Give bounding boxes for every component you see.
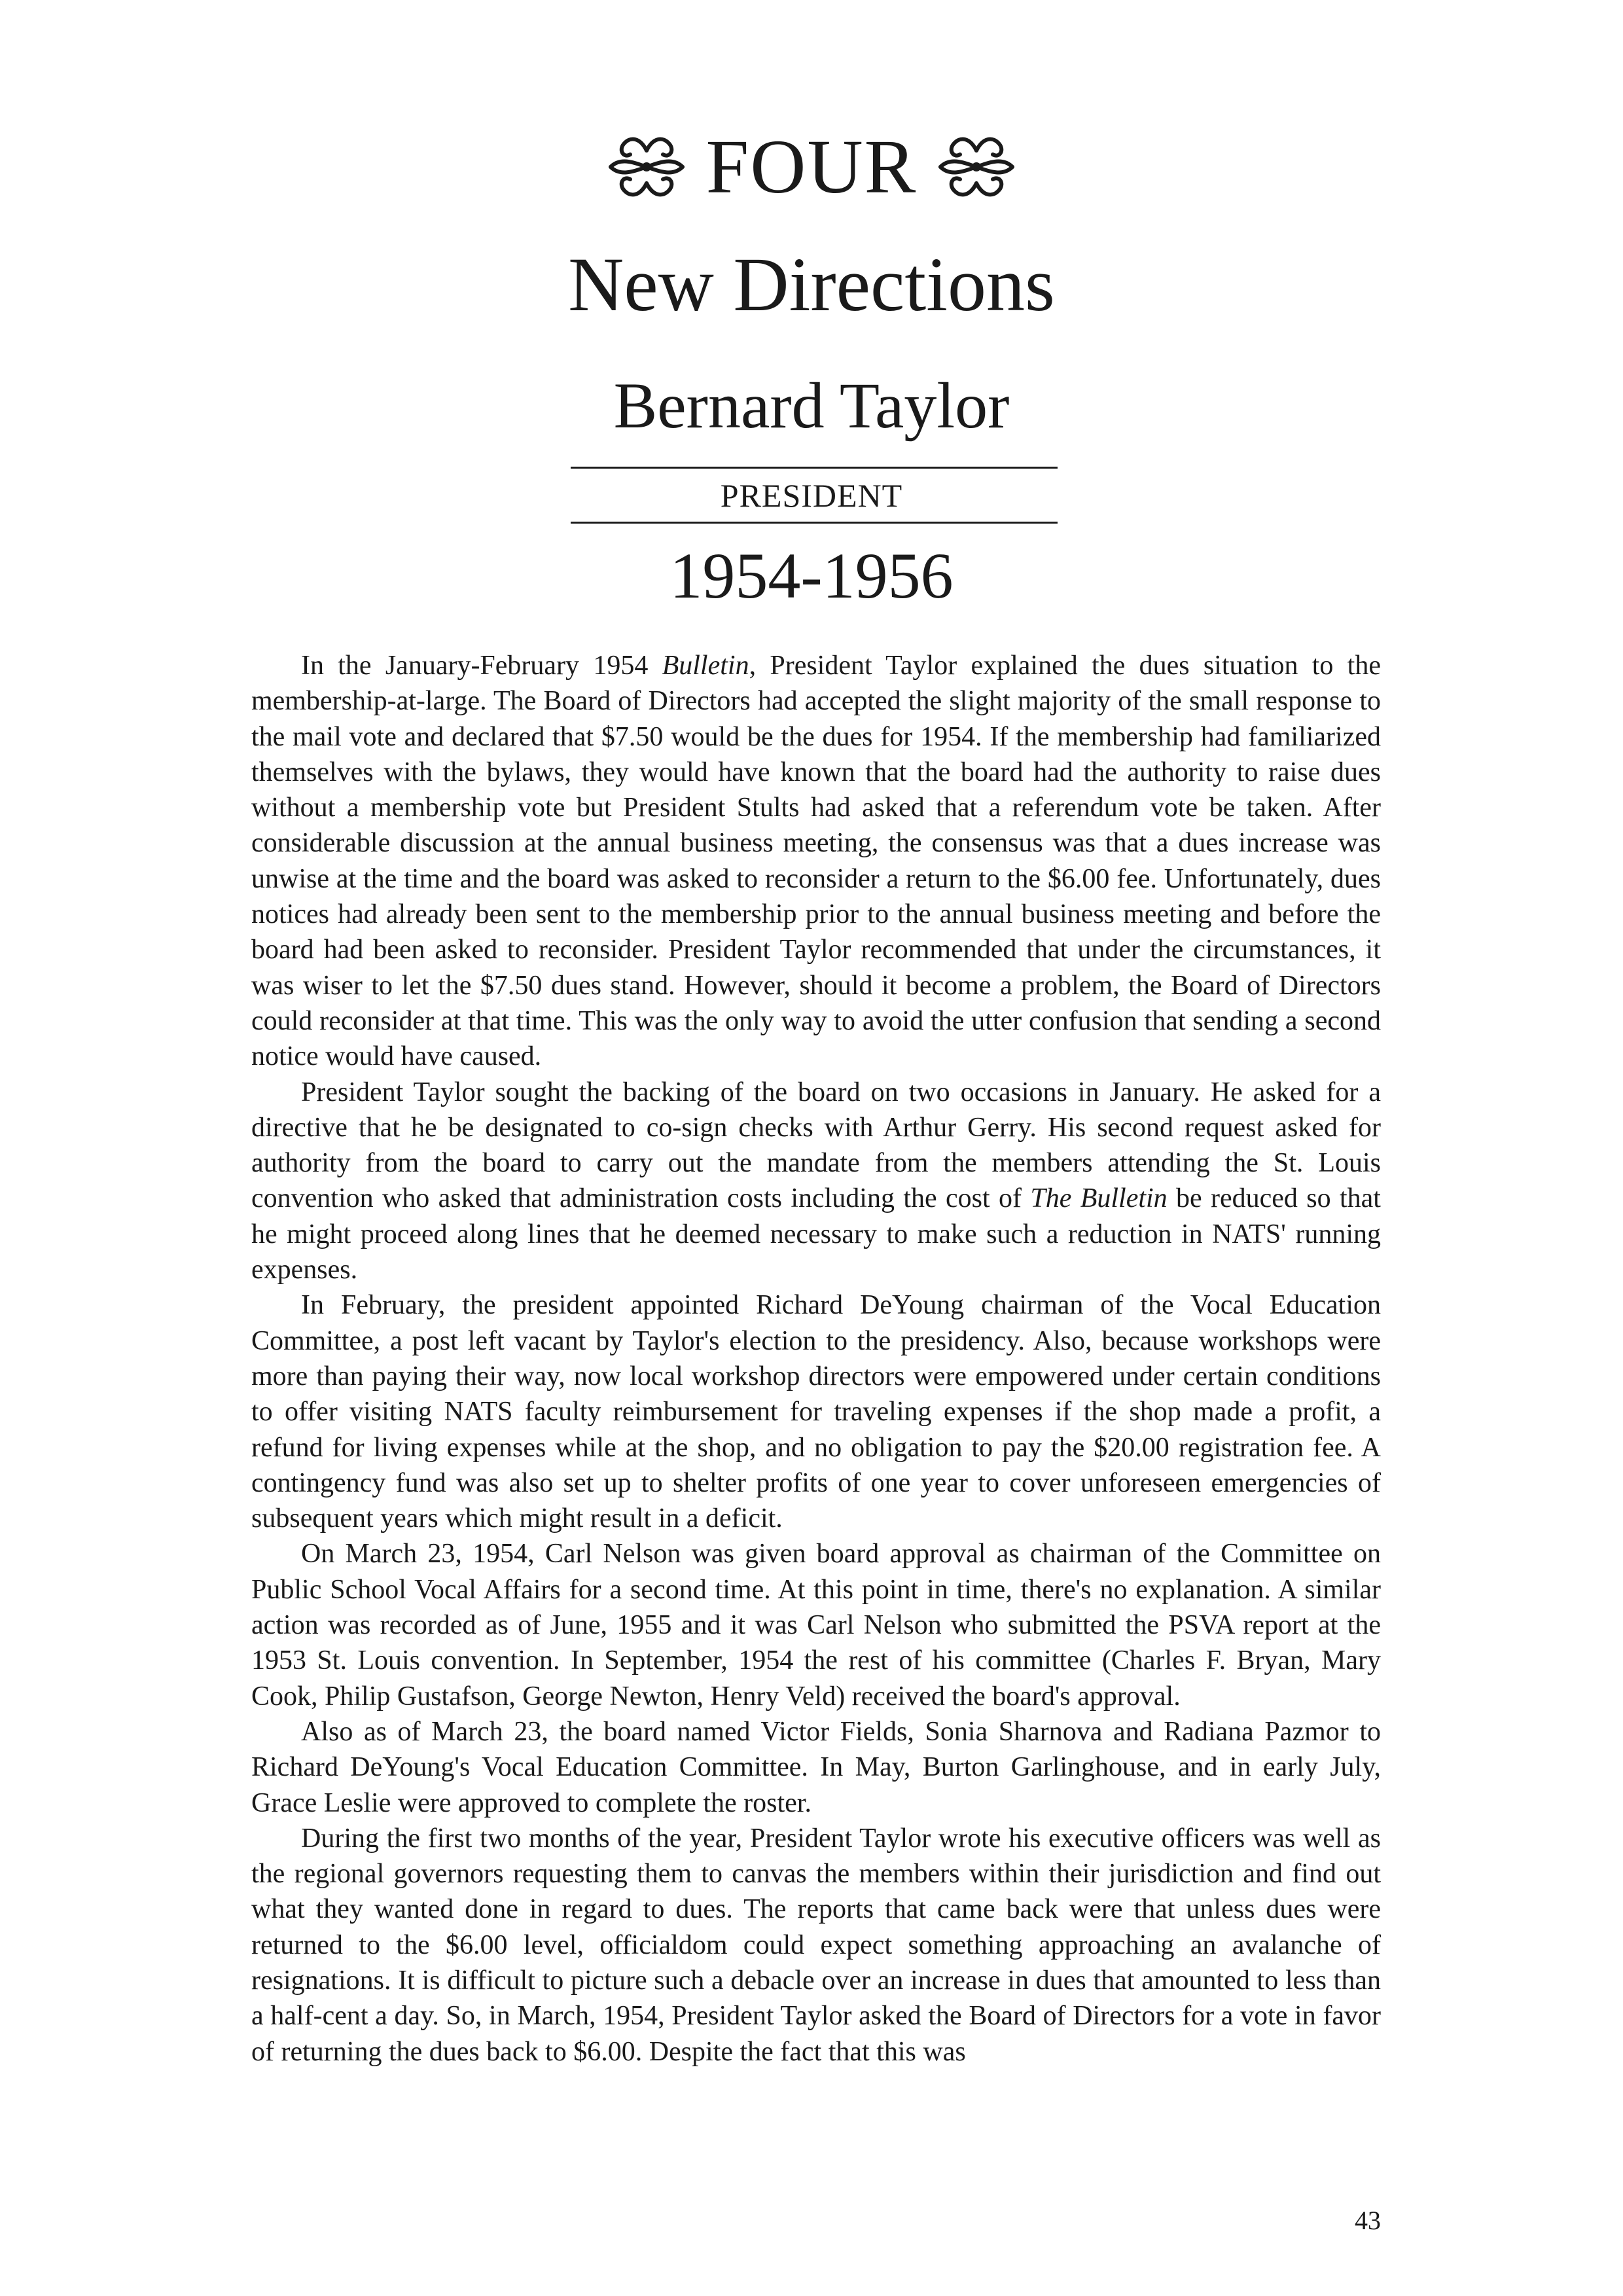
chapter-heading — [0, 118, 1623, 216]
paragraph: During the first two months of the year, President Taylor wrote his executive officers was well as the regional governors requesting them to canvas the members within their jurisdiction and find out what they wanted done in regard to dues. The reports that came back were that unless dues were returned to the $6.00 level, officialdom could expect something approaching an avalanche of resignations. It is difficult to picture such a debacle over an increase in dues that amounted to less than a half-cent a day. So, in March, 1954, President Taylor asked the Board of Directors for a vote in favor of returning the dues back to $6.00. Despite the fact that this was — [251, 1823, 1381, 2067]
paragraph: Also as of March 23, the board named Victor Fields, Sonia Sharnova and Radiana Pazmor to Richard DeYoung's Vocal Education Committee. In May, Burton Garlinghouse, and in early July, Grace Leslie were approved to complete the roster. — [251, 1716, 1381, 1818]
fleuron-ornament-icon — [604, 131, 689, 203]
paragraph: On March 23, 1954, Carl Nelson was given board approval as chairman of the Committee on Public School Vocal Affairs for a second time. At this point in time, there's no explanation. A similar action was recorded as of June, 1955 and it was Carl Nelson who submitted the PSVA report at the 1953 St. Louis convention. In September, 1954 the rest of his committee (Charles F. Bryan, Mary Cook, Philip Gustafson, George Newton, Henry Veld) received the board's approval. — [251, 1539, 1381, 1712]
paragraph: In February, the president appointed Richard DeYoung chairman of the Vocal Education Committee, a post left vacant by Taylor's election to the presidency. Also, because workshops were more than paying their way, now local workshop directors were empowered under certain conditions to offer visiting NATS faculty reimbursement for traveling expenses if the shop made a profit, a refund for living expenses while at the shop, and no obligation to pay the $20.00 registration fee. A contingency fund was also set up to shelter profits of one year to cover unforeseen emergencies of subsequent years which might result in a deficit. — [251, 1290, 1381, 1534]
fleuron-ornament-icon — [934, 131, 1019, 203]
divider-rule — [571, 467, 1058, 469]
page-number: 43 — [1355, 2206, 1381, 2235]
term-years: 1954-1956 — [669, 539, 954, 612]
author-name: Bernard Taylor — [613, 369, 1010, 442]
paragraph: President Taylor sought the backing of the board on two occasions in January. He asked for a directive that he be designated to co-sign checks with Arthur Gerry. His second request asked for authority from the board to carry out the mandate from the members attending the St. Louis convention who asked that administration costs including the cost of The Bulletin be reduced so that he might proceed along lines that he deemed necessary to make such a reduction in NATS' running expenses. — [251, 1077, 1381, 1285]
paragraph: In the January-February 1954 Bulletin, President Taylor explained the dues situation to the membership-at-large. The Board of Directors had accepted the slight majority of the small response to the mail vote and declared that $7.50 would be the dues for 1954. If the membership had familiarized themselves with the bylaws, they would have known that the board had the authority to raise dues without a membership vote but President Stults had asked that a referendum vote be taken. After considerable discussion at the annual business meeting, the consensus was that a dues increase was unwise at the time and the board was asked to reconsider a return to the $6.00 fee. Unfortunately, dues notices had already been sent to the membership prior to the annual business meeting and before the board had been asked to reconsider. President Taylor recommended that under the circumstances, it was wiser to let the $7.50 dues stand. However, should it become a problem, the Board of Directors could reconsider at that time. This was the only way to avoid the utter confusion that sending a second notice would have caused. — [251, 651, 1381, 1072]
chapter-title: New Directions — [568, 242, 1055, 327]
author-role: PRESIDENT — [720, 477, 903, 514]
divider-rule — [571, 522, 1058, 524]
chapter-number: FOUR — [705, 124, 918, 209]
body-text — [251, 648, 1381, 2070]
